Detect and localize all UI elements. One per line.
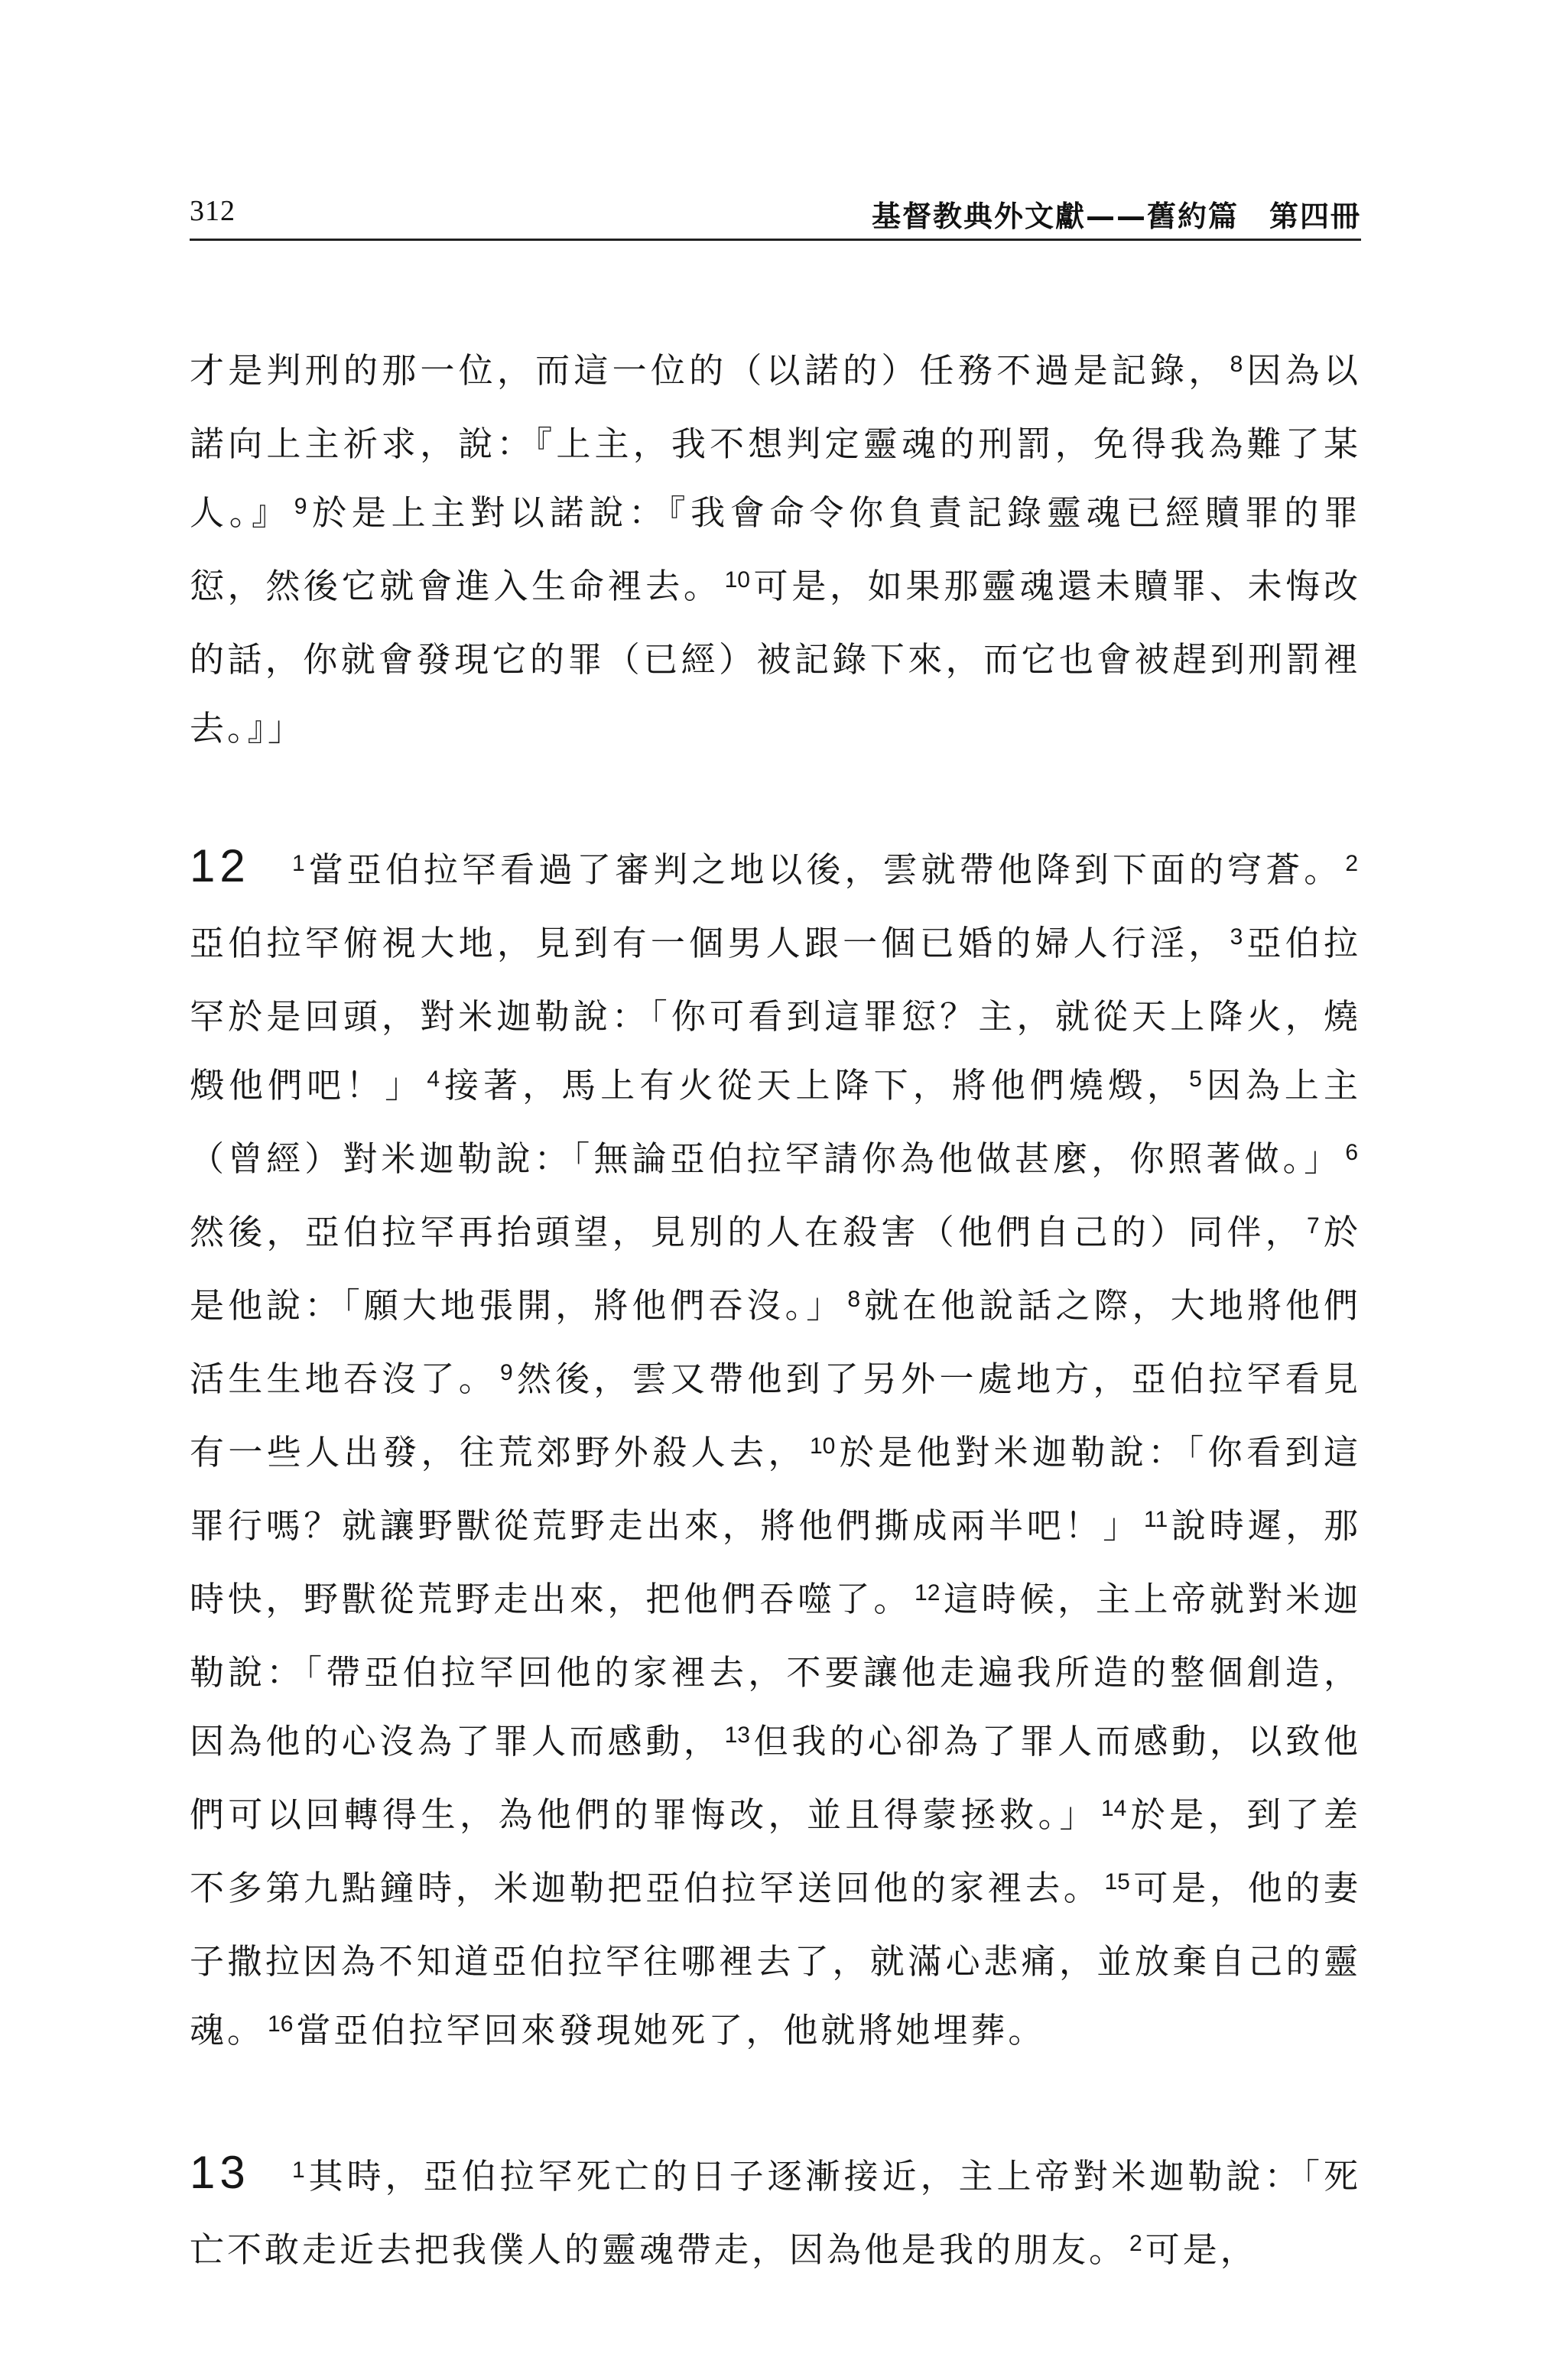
verse-text: 其時，亞伯拉罕死亡的日子逐漸接近，主上帝對米迦勒說：「死亡不敢走近去把我僕人的靈魂帶走，因為他是我的朋友。	[190, 2156, 1361, 2270]
verse-number: 2	[1345, 851, 1358, 876]
verse-number: 15	[1104, 1869, 1130, 1895]
verse-text: 亞伯拉罕於是回頭，對米迦勒說：「你可看到這罪愆？主，就從天上降火，燒燬他們吧！」	[190, 923, 1361, 1106]
verse-number: 9	[499, 1360, 513, 1385]
verse-text: 亞伯拉罕俯視大地，見到有一個男人跟一個已婚的婦人行淫，	[190, 923, 1227, 963]
verse-number: 5	[1189, 1067, 1202, 1092]
verse-text: 然後，雲又帶他到了另外一處地方，亞伯拉罕看見有一些人出發，往荒郊野外殺人去，	[190, 1359, 1361, 1472]
verse-number: 13	[724, 1722, 750, 1748]
verse-number: 3	[1230, 924, 1243, 950]
paragraph	[190, 2138, 1361, 2289]
verse-text: 當亞伯拉罕看過了審判之地以後，雲就帶他降到下面的穹蒼。	[307, 849, 1343, 890]
verse-text: 於是他說：「願大地張開，將他們吞沒。」	[190, 1212, 1361, 1326]
verse-number: 8	[847, 1287, 861, 1312]
chapter-number: 12	[190, 840, 250, 891]
verse-number: 8	[1230, 352, 1243, 377]
verse-number: 1	[292, 2158, 305, 2183]
verse-text: 這時候，主上帝就對米迦勒說：「帶亞伯拉罕回他的家裡去，不要讓他走遍我所造的整個創造，因為他的心沒為了罪人而感動，	[190, 1579, 1361, 1761]
verse-text: 說時遲，那時快，野獸從荒野走出來，把他們吞噬了。	[190, 1505, 1361, 1619]
verse-text: 才是判刑的那一位，而這一位的（以諾的）任務不過是記錄，	[190, 350, 1227, 391]
chapter-number: 13	[190, 2147, 250, 2198]
page-header	[190, 193, 1361, 241]
verse-text: 可是，	[1145, 2229, 1258, 2270]
verse-number: 9	[294, 494, 307, 519]
verse-number: 10	[809, 1434, 836, 1459]
verse-number: 4	[427, 1067, 440, 1092]
paragraph	[190, 832, 1361, 2070]
running-title: 基督教典外文獻——舊約篇 第四冊	[871, 200, 1361, 233]
verse-text: 於是他對米迦勒說：「你看到這罪行嗎？就讓野獸從荒野走出來，將他們撕成兩半吧！」	[190, 1432, 1361, 1546]
paragraph	[190, 336, 1361, 763]
verse-text: 因為上主（曾經）對米迦勒說：「無論亞伯拉罕請你為他做甚麼，你照著做。」	[190, 1065, 1361, 1179]
verse-number: 6	[1345, 1140, 1358, 1165]
verse-text: 就在他說話之際，大地將他們活生生地吞沒了。	[190, 1285, 1361, 1399]
verse-text: 當亞伯拉罕回來發現她死了，他就將她埋葬。	[296, 2010, 1046, 2050]
verse-text: 於是，到了差不多第九點鐘時，米迦勒把亞伯拉罕送回他的家裡去。	[190, 1794, 1361, 1908]
verse-text: 接著，馬上有火從天上降下，將他們燒燬，	[443, 1065, 1187, 1106]
verse-number: 1	[292, 851, 305, 876]
verse-number: 14	[1100, 1796, 1127, 1821]
page-number: 312	[190, 195, 236, 227]
verse-number: 12	[915, 1580, 941, 1606]
verse-text: 但我的心卻為了罪人而感動，以致他們可以回轉得生，為他們的罪悔改，並且得蒙拯救。」	[190, 1721, 1361, 1835]
verse-number: 2	[1129, 2231, 1142, 2256]
verse-number: 11	[1144, 1507, 1168, 1532]
verse-text: 然後，亞伯拉罕再抬頭望，見別的人在殺害（他們自己的）同伴，	[190, 1212, 1304, 1252]
verse-text: 於是上主對以諾說：『我會命令你負責記錄靈魂已經贖罪的罪愆，然後它就會進入生命裡去。	[190, 492, 1361, 606]
body-text	[190, 336, 1361, 2289]
verse-number: 7	[1307, 1213, 1320, 1239]
verse-text: 可是，他的妻子撒拉因為不知道亞伯拉罕往哪裡去了，就滿心悲痛，並放棄自己的靈魂。	[190, 1868, 1361, 2050]
verse-text: 因為以諾向上主祈求，說：『上主，我不想判定靈魂的刑罰，免得我為難了某人。』	[190, 350, 1361, 533]
verse-text: 可是，如果那靈魂還未贖罪、未悔改的話，你就會發現它的罪（已經）被記錄下來，而它也會被趕到刑罰裡去。』」	[190, 566, 1361, 748]
verse-number: 16	[268, 2011, 294, 2037]
verse-number: 10	[724, 567, 750, 593]
